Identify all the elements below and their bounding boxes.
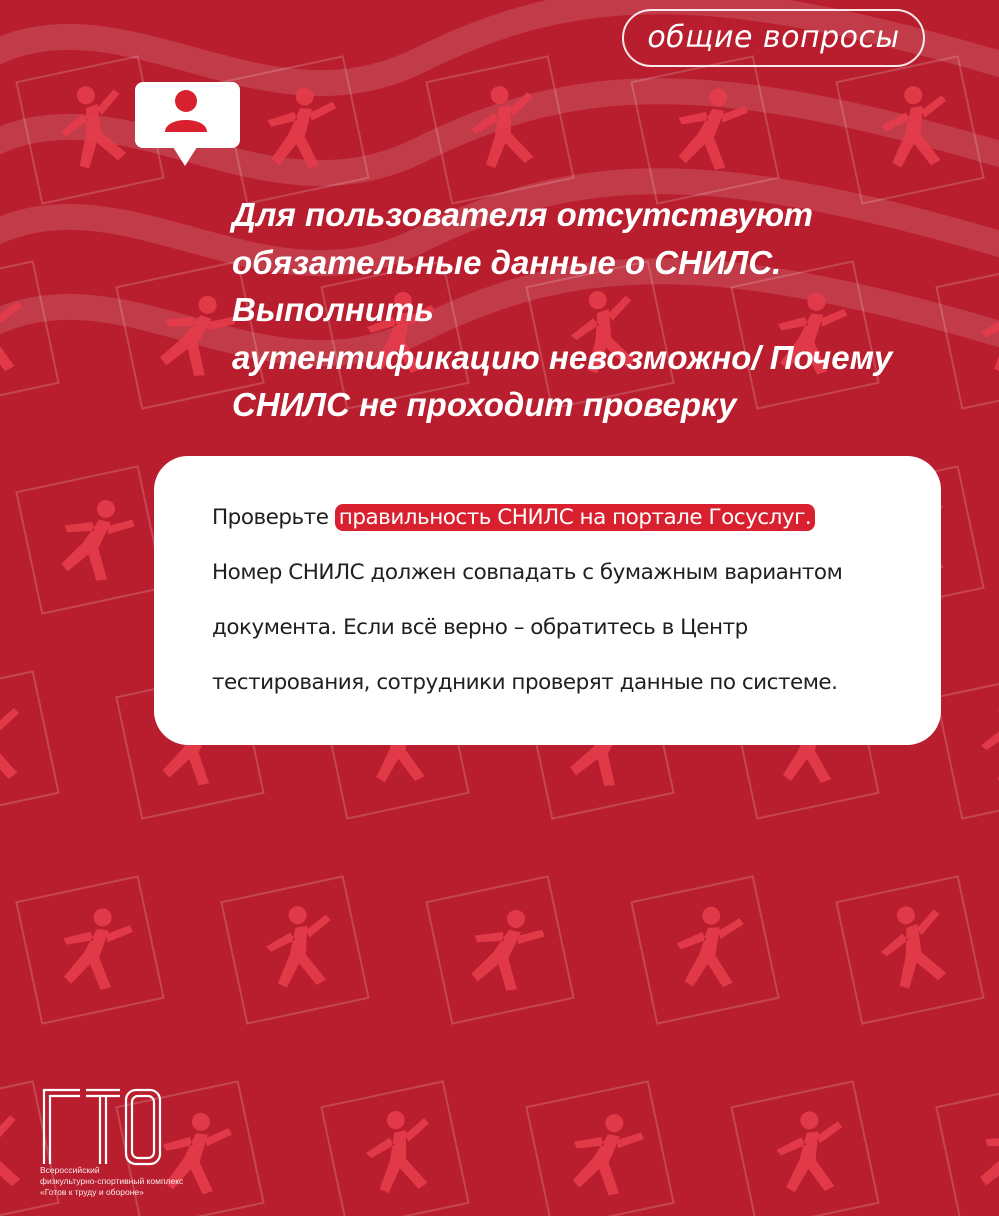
answer-line: тестирования, сотрудники проверят данные по системе. (212, 670, 838, 695)
question-line: аутентификацию невозможно/ Почему (232, 338, 893, 376)
sport-figure-icon (265, 86, 337, 170)
sport-figure-icon (773, 1108, 849, 1196)
sport-figure-icon (359, 1105, 442, 1198)
question-title (232, 191, 972, 429)
gosuslugi-highlight: правильность СНИЛС на портале Госуслуг. (335, 504, 815, 531)
answer-card (154, 456, 941, 745)
gto-caption-line: физкультурно-спортивный комплекс (40, 1176, 184, 1186)
sport-figure-icon (261, 901, 341, 992)
answer-line: документа. Если всё верно – обратитесь в Центр (212, 615, 748, 640)
question-line: СНИЛС не проходит проверку (232, 386, 737, 423)
gto-caption-line: Всероссийский (40, 1165, 100, 1175)
user-icon (135, 82, 240, 168)
question-line: обязательные данные о СНИЛС. Выполнить (232, 243, 782, 328)
answer-text (212, 490, 912, 710)
category-tag: общие вопросы (622, 9, 925, 67)
sport-figure-icon (0, 695, 32, 788)
sport-figure-icon (565, 1107, 647, 1199)
sport-figure-icon (54, 492, 140, 587)
answer-line: Номер СНИЛС должен совпадать с бумажным вариантом (212, 560, 843, 585)
question-line: Для пользователя отсутствуют (232, 196, 814, 233)
gto-caption-line: «Готов к труду и обороне» (40, 1187, 144, 1197)
sport-figure-icon (57, 904, 136, 994)
answer-line (212, 490, 912, 545)
answer-prefix: Проверьте (212, 505, 335, 530)
sport-figure-icon (0, 1102, 35, 1200)
sport-figure-icon (971, 692, 999, 789)
gto-caption (40, 1165, 220, 1198)
sport-figure-icon (869, 896, 961, 995)
sport-figure-icon (464, 902, 550, 997)
sport-figure-icon (972, 1106, 999, 1203)
sport-figure-icon (675, 905, 747, 989)
